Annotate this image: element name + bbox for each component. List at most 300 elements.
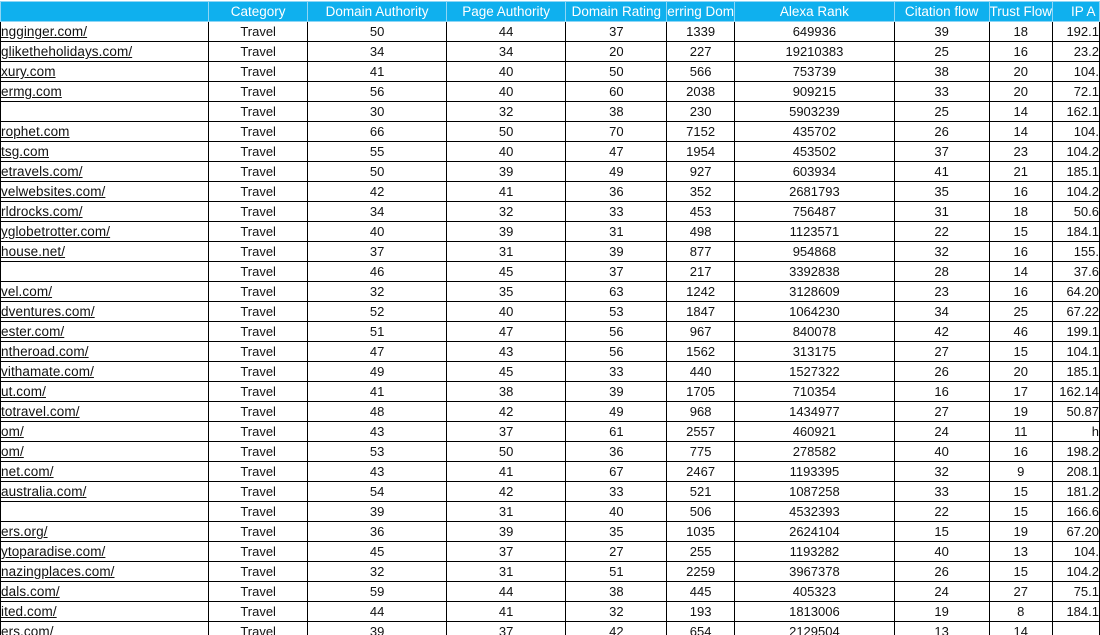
cell-ip-address[interactable]: 104. bbox=[1053, 542, 1100, 562]
cell-citation-flow[interactable]: 27 bbox=[894, 402, 989, 422]
cell-domain-rating[interactable]: 33 bbox=[566, 202, 667, 222]
cell-ip-address[interactable]: 181.2 bbox=[1053, 482, 1100, 502]
cell-ip-address[interactable]: 184.1 bbox=[1053, 602, 1100, 622]
cell-referring-domains[interactable]: 227 bbox=[667, 42, 735, 62]
cell-ip-address[interactable]: 67.22 bbox=[1053, 302, 1100, 322]
cell-trust-flow[interactable]: 14 bbox=[989, 622, 1053, 635]
cell-url[interactable]: vithamate.com/ bbox=[1, 362, 209, 382]
cell-domain-authority[interactable]: 41 bbox=[308, 382, 447, 402]
cell-page-authority[interactable]: 39 bbox=[446, 522, 566, 542]
cell-category[interactable]: Travel bbox=[208, 222, 307, 242]
cell-page-authority[interactable]: 44 bbox=[446, 22, 566, 42]
cell-domain-authority[interactable]: 56 bbox=[308, 82, 447, 102]
cell-alexa-rank[interactable]: 5903239 bbox=[735, 102, 895, 122]
cell-alexa-rank[interactable]: 1087258 bbox=[735, 482, 895, 502]
cell-url[interactable]: house.net/ bbox=[1, 242, 209, 262]
cell-domain-authority[interactable]: 41 bbox=[308, 62, 447, 82]
cell-page-authority[interactable]: 45 bbox=[446, 362, 566, 382]
cell-page-authority[interactable]: 32 bbox=[446, 102, 566, 122]
cell-page-authority[interactable]: 37 bbox=[446, 422, 566, 442]
cell-citation-flow[interactable]: 40 bbox=[894, 442, 989, 462]
cell-citation-flow[interactable]: 32 bbox=[894, 242, 989, 262]
cell-domain-rating[interactable]: 20 bbox=[566, 42, 667, 62]
cell-domain-authority[interactable]: 44 bbox=[308, 602, 447, 622]
cell-url[interactable]: rophet.com bbox=[1, 122, 209, 142]
cell-ip-address[interactable]: 162.1 bbox=[1053, 102, 1100, 122]
cell-ip-address[interactable]: 104. bbox=[1053, 62, 1100, 82]
cell-trust-flow[interactable]: 16 bbox=[989, 182, 1053, 202]
cell-ip-address[interactable]: 104.1 bbox=[1053, 342, 1100, 362]
cell-category[interactable]: Travel bbox=[208, 42, 307, 62]
cell-category[interactable]: Travel bbox=[208, 582, 307, 602]
cell-citation-flow[interactable]: 32 bbox=[894, 462, 989, 482]
cell-alexa-rank[interactable]: 909215 bbox=[735, 82, 895, 102]
cell-ip-address[interactable]: 72.1 bbox=[1053, 82, 1100, 102]
cell-referring-domains[interactable]: 255 bbox=[667, 542, 735, 562]
cell-category[interactable]: Travel bbox=[208, 542, 307, 562]
cell-trust-flow[interactable]: 9 bbox=[989, 462, 1053, 482]
cell-url[interactable] bbox=[1, 262, 209, 282]
cell-citation-flow[interactable]: 24 bbox=[894, 422, 989, 442]
cell-citation-flow[interactable]: 26 bbox=[894, 362, 989, 382]
cell-ip-address[interactable]: 67.20 bbox=[1053, 522, 1100, 542]
cell-referring-domains[interactable]: 445 bbox=[667, 582, 735, 602]
cell-citation-flow[interactable]: 25 bbox=[894, 102, 989, 122]
cell-referring-domains[interactable]: 498 bbox=[667, 222, 735, 242]
cell-category[interactable]: Travel bbox=[208, 502, 307, 522]
cell-ip-address[interactable]: 185.1 bbox=[1053, 362, 1100, 382]
cell-trust-flow[interactable]: 19 bbox=[989, 522, 1053, 542]
cell-alexa-rank[interactable]: 3128609 bbox=[735, 282, 895, 302]
cell-trust-flow[interactable]: 19 bbox=[989, 402, 1053, 422]
cell-ip-address[interactable]: 75.1 bbox=[1053, 582, 1100, 602]
cell-referring-domains[interactable]: 7152 bbox=[667, 122, 735, 142]
cell-domain-authority[interactable]: 47 bbox=[308, 342, 447, 362]
cell-ip-address[interactable]: 37.6 bbox=[1053, 262, 1100, 282]
cell-domain-authority[interactable]: 34 bbox=[308, 202, 447, 222]
cell-trust-flow[interactable]: 14 bbox=[989, 122, 1053, 142]
cell-domain-rating[interactable]: 61 bbox=[566, 422, 667, 442]
cell-category[interactable]: Travel bbox=[208, 362, 307, 382]
cell-url[interactable]: tsg.com bbox=[1, 142, 209, 162]
cell-referring-domains[interactable]: 453 bbox=[667, 202, 735, 222]
cell-alexa-rank[interactable]: 1434977 bbox=[735, 402, 895, 422]
cell-referring-domains[interactable]: 506 bbox=[667, 502, 735, 522]
cell-ip-address[interactable]: 104.2 bbox=[1053, 142, 1100, 162]
cell-trust-flow[interactable]: 15 bbox=[989, 482, 1053, 502]
cell-alexa-rank[interactable]: 1193282 bbox=[735, 542, 895, 562]
cell-referring-domains[interactable]: 521 bbox=[667, 482, 735, 502]
cell-category[interactable]: Travel bbox=[208, 602, 307, 622]
cell-url[interactable]: ermg.com bbox=[1, 82, 209, 102]
cell-referring-domains[interactable]: 230 bbox=[667, 102, 735, 122]
cell-url[interactable]: ut.com/ bbox=[1, 382, 209, 402]
cell-url[interactable]: velwebsites.com/ bbox=[1, 182, 209, 202]
cell-alexa-rank[interactable]: 753739 bbox=[735, 62, 895, 82]
cell-domain-authority[interactable]: 66 bbox=[308, 122, 447, 142]
cell-trust-flow[interactable]: 16 bbox=[989, 282, 1053, 302]
cell-category[interactable]: Travel bbox=[208, 482, 307, 502]
cell-domain-authority[interactable]: 51 bbox=[308, 322, 447, 342]
cell-citation-flow[interactable]: 39 bbox=[894, 22, 989, 42]
cell-citation-flow[interactable]: 35 bbox=[894, 182, 989, 202]
cell-domain-rating[interactable]: 53 bbox=[566, 302, 667, 322]
cell-citation-flow[interactable]: 19 bbox=[894, 602, 989, 622]
cell-domain-authority[interactable]: 36 bbox=[308, 522, 447, 542]
cell-referring-domains[interactable]: 1562 bbox=[667, 342, 735, 362]
cell-ip-address[interactable] bbox=[1053, 622, 1100, 635]
cell-url[interactable]: dals.com/ bbox=[1, 582, 209, 602]
cell-citation-flow[interactable]: 23 bbox=[894, 282, 989, 302]
cell-domain-rating[interactable]: 51 bbox=[566, 562, 667, 582]
cell-domain-authority[interactable]: 49 bbox=[308, 362, 447, 382]
cell-domain-rating[interactable]: 47 bbox=[566, 142, 667, 162]
cell-domain-rating[interactable]: 33 bbox=[566, 482, 667, 502]
cell-referring-domains[interactable]: 1705 bbox=[667, 382, 735, 402]
cell-url[interactable]: om/ bbox=[1, 442, 209, 462]
cell-domain-authority[interactable]: 43 bbox=[308, 422, 447, 442]
cell-page-authority[interactable]: 42 bbox=[446, 482, 566, 502]
cell-domain-rating[interactable]: 39 bbox=[566, 382, 667, 402]
cell-domain-authority[interactable]: 32 bbox=[308, 282, 447, 302]
cell-citation-flow[interactable]: 24 bbox=[894, 582, 989, 602]
header-referring-domains[interactable]: erring Dom bbox=[667, 2, 735, 22]
cell-domain-rating[interactable]: 36 bbox=[566, 442, 667, 462]
cell-citation-flow[interactable]: 26 bbox=[894, 122, 989, 142]
cell-domain-rating[interactable]: 56 bbox=[566, 342, 667, 362]
cell-referring-domains[interactable]: 1035 bbox=[667, 522, 735, 542]
header-alexa-rank[interactable]: Alexa Rank bbox=[735, 2, 895, 22]
cell-trust-flow[interactable]: 20 bbox=[989, 362, 1053, 382]
cell-trust-flow[interactable]: 18 bbox=[989, 22, 1053, 42]
cell-page-authority[interactable]: 32 bbox=[446, 202, 566, 222]
cell-domain-authority[interactable]: 37 bbox=[308, 242, 447, 262]
cell-ip-address[interactable]: 162.14 bbox=[1053, 382, 1100, 402]
cell-url[interactable]: rldrocks.com/ bbox=[1, 202, 209, 222]
cell-citation-flow[interactable]: 41 bbox=[894, 162, 989, 182]
cell-citation-flow[interactable]: 40 bbox=[894, 542, 989, 562]
cell-trust-flow[interactable]: 17 bbox=[989, 382, 1053, 402]
cell-url[interactable]: ntheroad.com/ bbox=[1, 342, 209, 362]
cell-url[interactable]: ers.org/ bbox=[1, 522, 209, 542]
cell-domain-authority[interactable]: 59 bbox=[308, 582, 447, 602]
cell-referring-domains[interactable]: 2467 bbox=[667, 462, 735, 482]
cell-alexa-rank[interactable]: 603934 bbox=[735, 162, 895, 182]
cell-alexa-rank[interactable]: 1064230 bbox=[735, 302, 895, 322]
cell-ip-address[interactable]: 192.1 bbox=[1053, 22, 1100, 42]
cell-url[interactable]: gliketheholidays.com/ bbox=[1, 42, 209, 62]
cell-trust-flow[interactable]: 14 bbox=[989, 262, 1053, 282]
cell-trust-flow[interactable]: 15 bbox=[989, 342, 1053, 362]
cell-domain-authority[interactable]: 43 bbox=[308, 462, 447, 482]
cell-trust-flow[interactable]: 20 bbox=[989, 62, 1053, 82]
cell-domain-rating[interactable]: 49 bbox=[566, 402, 667, 422]
cell-page-authority[interactable]: 38 bbox=[446, 382, 566, 402]
cell-referring-domains[interactable]: 967 bbox=[667, 322, 735, 342]
cell-ip-address[interactable]: 104. bbox=[1053, 122, 1100, 142]
cell-domain-authority[interactable]: 54 bbox=[308, 482, 447, 502]
cell-alexa-rank[interactable]: 2624104 bbox=[735, 522, 895, 542]
cell-alexa-rank[interactable]: 1193395 bbox=[735, 462, 895, 482]
cell-alexa-rank[interactable]: 3392838 bbox=[735, 262, 895, 282]
cell-url[interactable]: yglobetrotter.com/ bbox=[1, 222, 209, 242]
cell-referring-domains[interactable]: 1847 bbox=[667, 302, 735, 322]
cell-citation-flow[interactable]: 22 bbox=[894, 502, 989, 522]
cell-category[interactable]: Travel bbox=[208, 122, 307, 142]
cell-domain-rating[interactable]: 67 bbox=[566, 462, 667, 482]
cell-domain-rating[interactable]: 39 bbox=[566, 242, 667, 262]
cell-citation-flow[interactable]: 25 bbox=[894, 42, 989, 62]
cell-citation-flow[interactable]: 33 bbox=[894, 82, 989, 102]
cell-citation-flow[interactable]: 28 bbox=[894, 262, 989, 282]
cell-citation-flow[interactable]: 38 bbox=[894, 62, 989, 82]
cell-category[interactable]: Travel bbox=[208, 302, 307, 322]
header-page-authority[interactable]: Page Authority bbox=[446, 2, 566, 22]
cell-ip-address[interactable]: 104.2 bbox=[1053, 182, 1100, 202]
cell-domain-authority[interactable]: 40 bbox=[308, 222, 447, 242]
cell-url[interactable]: nazingplaces.com/ bbox=[1, 562, 209, 582]
cell-domain-rating[interactable]: 70 bbox=[566, 122, 667, 142]
cell-category[interactable]: Travel bbox=[208, 82, 307, 102]
cell-url[interactable]: ited.com/ bbox=[1, 602, 209, 622]
cell-category[interactable]: Travel bbox=[208, 102, 307, 122]
cell-domain-authority[interactable]: 34 bbox=[308, 42, 447, 62]
cell-url[interactable]: ytoparadise.com/ bbox=[1, 542, 209, 562]
cell-ip-address[interactable]: 208.1 bbox=[1053, 462, 1100, 482]
cell-domain-authority[interactable]: 53 bbox=[308, 442, 447, 462]
cell-url[interactable]: totravel.com/ bbox=[1, 402, 209, 422]
cell-ip-address[interactable]: 185.1 bbox=[1053, 162, 1100, 182]
cell-category[interactable]: Travel bbox=[208, 562, 307, 582]
cell-category[interactable]: Travel bbox=[208, 322, 307, 342]
cell-domain-rating[interactable]: 32 bbox=[566, 602, 667, 622]
cell-alexa-rank[interactable]: 2129504 bbox=[735, 622, 895, 635]
cell-domain-rating[interactable]: 50 bbox=[566, 62, 667, 82]
cell-domain-authority[interactable]: 39 bbox=[308, 502, 447, 522]
cell-citation-flow[interactable]: 31 bbox=[894, 202, 989, 222]
cell-category[interactable]: Travel bbox=[208, 182, 307, 202]
cell-domain-authority[interactable]: 32 bbox=[308, 562, 447, 582]
cell-domain-rating[interactable]: 63 bbox=[566, 282, 667, 302]
cell-trust-flow[interactable]: 27 bbox=[989, 582, 1053, 602]
cell-citation-flow[interactable]: 26 bbox=[894, 562, 989, 582]
cell-alexa-rank[interactable]: 840078 bbox=[735, 322, 895, 342]
cell-page-authority[interactable]: 31 bbox=[446, 502, 566, 522]
cell-category[interactable]: Travel bbox=[208, 382, 307, 402]
cell-domain-authority[interactable]: 46 bbox=[308, 262, 447, 282]
cell-category[interactable]: Travel bbox=[208, 422, 307, 442]
cell-trust-flow[interactable]: 16 bbox=[989, 242, 1053, 262]
cell-page-authority[interactable]: 40 bbox=[446, 142, 566, 162]
cell-page-authority[interactable]: 39 bbox=[446, 222, 566, 242]
cell-alexa-rank[interactable]: 649936 bbox=[735, 22, 895, 42]
cell-domain-rating[interactable]: 38 bbox=[566, 102, 667, 122]
cell-referring-domains[interactable]: 775 bbox=[667, 442, 735, 462]
cell-citation-flow[interactable]: 13 bbox=[894, 622, 989, 635]
cell-category[interactable]: Travel bbox=[208, 522, 307, 542]
cell-domain-rating[interactable]: 38 bbox=[566, 582, 667, 602]
cell-category[interactable]: Travel bbox=[208, 342, 307, 362]
cell-url[interactable]: om/ bbox=[1, 422, 209, 442]
cell-page-authority[interactable]: 50 bbox=[446, 122, 566, 142]
cell-trust-flow[interactable]: 25 bbox=[989, 302, 1053, 322]
cell-referring-domains[interactable]: 654 bbox=[667, 622, 735, 635]
cell-citation-flow[interactable]: 16 bbox=[894, 382, 989, 402]
cell-domain-rating[interactable]: 36 bbox=[566, 182, 667, 202]
cell-citation-flow[interactable]: 37 bbox=[894, 142, 989, 162]
cell-trust-flow[interactable]: 46 bbox=[989, 322, 1053, 342]
cell-referring-domains[interactable]: 968 bbox=[667, 402, 735, 422]
cell-ip-address[interactable]: 50.87 bbox=[1053, 402, 1100, 422]
cell-domain-rating[interactable]: 40 bbox=[566, 502, 667, 522]
cell-page-authority[interactable]: 39 bbox=[446, 162, 566, 182]
cell-category[interactable]: Travel bbox=[208, 22, 307, 42]
cell-domain-authority[interactable]: 50 bbox=[308, 162, 447, 182]
cell-page-authority[interactable]: 41 bbox=[446, 602, 566, 622]
cell-referring-domains[interactable]: 217 bbox=[667, 262, 735, 282]
cell-url[interactable]: etravels.com/ bbox=[1, 162, 209, 182]
cell-referring-domains[interactable]: 1242 bbox=[667, 282, 735, 302]
cell-domain-authority[interactable]: 50 bbox=[308, 22, 447, 42]
cell-referring-domains[interactable]: 2038 bbox=[667, 82, 735, 102]
cell-citation-flow[interactable]: 15 bbox=[894, 522, 989, 542]
cell-domain-rating[interactable]: 37 bbox=[566, 262, 667, 282]
cell-ip-address[interactable]: 64.20 bbox=[1053, 282, 1100, 302]
cell-category[interactable]: Travel bbox=[208, 622, 307, 635]
cell-ip-address[interactable]: 155. bbox=[1053, 242, 1100, 262]
cell-url[interactable]: ers.com/ bbox=[1, 622, 209, 635]
cell-domain-authority[interactable]: 48 bbox=[308, 402, 447, 422]
cell-referring-domains[interactable]: 566 bbox=[667, 62, 735, 82]
cell-category[interactable]: Travel bbox=[208, 162, 307, 182]
cell-ip-address[interactable]: 184.1 bbox=[1053, 222, 1100, 242]
cell-page-authority[interactable]: 41 bbox=[446, 462, 566, 482]
cell-category[interactable]: Travel bbox=[208, 282, 307, 302]
cell-domain-rating[interactable]: 56 bbox=[566, 322, 667, 342]
cell-alexa-rank[interactable]: 3967378 bbox=[735, 562, 895, 582]
cell-trust-flow[interactable]: 18 bbox=[989, 202, 1053, 222]
cell-category[interactable]: Travel bbox=[208, 262, 307, 282]
cell-url[interactable]: australia.com/ bbox=[1, 482, 209, 502]
cell-ip-address[interactable]: 104.2 bbox=[1053, 562, 1100, 582]
cell-referring-domains[interactable]: 440 bbox=[667, 362, 735, 382]
cell-trust-flow[interactable]: 11 bbox=[989, 422, 1053, 442]
cell-referring-domains[interactable]: 1954 bbox=[667, 142, 735, 162]
cell-ip-address[interactable]: 198.2 bbox=[1053, 442, 1100, 462]
cell-page-authority[interactable]: 40 bbox=[446, 82, 566, 102]
cell-domain-authority[interactable]: 55 bbox=[308, 142, 447, 162]
cell-referring-domains[interactable]: 193 bbox=[667, 602, 735, 622]
cell-alexa-rank[interactable]: 1527322 bbox=[735, 362, 895, 382]
cell-page-authority[interactable]: 45 bbox=[446, 262, 566, 282]
cell-domain-authority[interactable]: 45 bbox=[308, 542, 447, 562]
cell-category[interactable]: Travel bbox=[208, 462, 307, 482]
cell-url[interactable]: ester.com/ bbox=[1, 322, 209, 342]
cell-referring-domains[interactable]: 877 bbox=[667, 242, 735, 262]
cell-page-authority[interactable]: 31 bbox=[446, 562, 566, 582]
cell-category[interactable]: Travel bbox=[208, 62, 307, 82]
cell-domain-authority[interactable]: 30 bbox=[308, 102, 447, 122]
cell-alexa-rank[interactable]: 710354 bbox=[735, 382, 895, 402]
cell-page-authority[interactable]: 41 bbox=[446, 182, 566, 202]
cell-alexa-rank[interactable]: 1813006 bbox=[735, 602, 895, 622]
cell-referring-domains[interactable]: 352 bbox=[667, 182, 735, 202]
cell-trust-flow[interactable]: 23 bbox=[989, 142, 1053, 162]
header-url[interactable] bbox=[1, 2, 209, 22]
cell-trust-flow[interactable]: 15 bbox=[989, 222, 1053, 242]
cell-alexa-rank[interactable]: 954868 bbox=[735, 242, 895, 262]
cell-domain-authority[interactable]: 52 bbox=[308, 302, 447, 322]
cell-alexa-rank[interactable]: 313175 bbox=[735, 342, 895, 362]
cell-trust-flow[interactable]: 20 bbox=[989, 82, 1053, 102]
cell-category[interactable]: Travel bbox=[208, 442, 307, 462]
cell-category[interactable]: Travel bbox=[208, 202, 307, 222]
cell-page-authority[interactable]: 37 bbox=[446, 622, 566, 635]
cell-category[interactable]: Travel bbox=[208, 402, 307, 422]
cell-domain-rating[interactable]: 42 bbox=[566, 622, 667, 635]
cell-trust-flow[interactable]: 13 bbox=[989, 542, 1053, 562]
cell-ip-address[interactable]: h bbox=[1053, 422, 1100, 442]
cell-trust-flow[interactable]: 16 bbox=[989, 42, 1053, 62]
header-domain-rating[interactable]: Domain Rating bbox=[566, 2, 667, 22]
cell-domain-rating[interactable]: 35 bbox=[566, 522, 667, 542]
cell-url[interactable]: net.com/ bbox=[1, 462, 209, 482]
cell-alexa-rank[interactable]: 453502 bbox=[735, 142, 895, 162]
cell-domain-rating[interactable]: 31 bbox=[566, 222, 667, 242]
cell-trust-flow[interactable]: 14 bbox=[989, 102, 1053, 122]
cell-citation-flow[interactable]: 22 bbox=[894, 222, 989, 242]
cell-referring-domains[interactable]: 2259 bbox=[667, 562, 735, 582]
cell-alexa-rank[interactable]: 405323 bbox=[735, 582, 895, 602]
cell-domain-rating[interactable]: 60 bbox=[566, 82, 667, 102]
header-category[interactable]: Category bbox=[208, 2, 307, 22]
cell-ip-address[interactable]: 166.6 bbox=[1053, 502, 1100, 522]
cell-url[interactable]: vel.com/ bbox=[1, 282, 209, 302]
cell-referring-domains[interactable]: 927 bbox=[667, 162, 735, 182]
cell-referring-domains[interactable]: 1339 bbox=[667, 22, 735, 42]
cell-citation-flow[interactable]: 34 bbox=[894, 302, 989, 322]
cell-alexa-rank[interactable]: 1123571 bbox=[735, 222, 895, 242]
cell-alexa-rank[interactable]: 278582 bbox=[735, 442, 895, 462]
cell-page-authority[interactable]: 43 bbox=[446, 342, 566, 362]
header-ip-address[interactable]: IP A bbox=[1053, 2, 1100, 22]
cell-page-authority[interactable]: 40 bbox=[446, 62, 566, 82]
header-citation-flow[interactable]: Citation flow bbox=[894, 2, 989, 22]
cell-url[interactable]: xury.com bbox=[1, 62, 209, 82]
cell-domain-rating[interactable]: 33 bbox=[566, 362, 667, 382]
cell-trust-flow[interactable]: 15 bbox=[989, 502, 1053, 522]
cell-citation-flow[interactable]: 27 bbox=[894, 342, 989, 362]
cell-citation-flow[interactable]: 42 bbox=[894, 322, 989, 342]
cell-page-authority[interactable]: 35 bbox=[446, 282, 566, 302]
cell-domain-rating[interactable]: 49 bbox=[566, 162, 667, 182]
cell-page-authority[interactable]: 44 bbox=[446, 582, 566, 602]
cell-domain-rating[interactable]: 37 bbox=[566, 22, 667, 42]
cell-trust-flow[interactable]: 21 bbox=[989, 162, 1053, 182]
cell-ip-address[interactable]: 23.2 bbox=[1053, 42, 1100, 62]
cell-page-authority[interactable]: 50 bbox=[446, 442, 566, 462]
cell-domain-rating[interactable]: 27 bbox=[566, 542, 667, 562]
cell-domain-authority[interactable]: 42 bbox=[308, 182, 447, 202]
cell-category[interactable]: Travel bbox=[208, 242, 307, 262]
cell-trust-flow[interactable]: 16 bbox=[989, 442, 1053, 462]
cell-citation-flow[interactable]: 33 bbox=[894, 482, 989, 502]
cell-trust-flow[interactable]: 8 bbox=[989, 602, 1053, 622]
cell-alexa-rank[interactable]: 435702 bbox=[735, 122, 895, 142]
cell-alexa-rank[interactable]: 2681793 bbox=[735, 182, 895, 202]
cell-page-authority[interactable]: 42 bbox=[446, 402, 566, 422]
cell-page-authority[interactable]: 37 bbox=[446, 542, 566, 562]
